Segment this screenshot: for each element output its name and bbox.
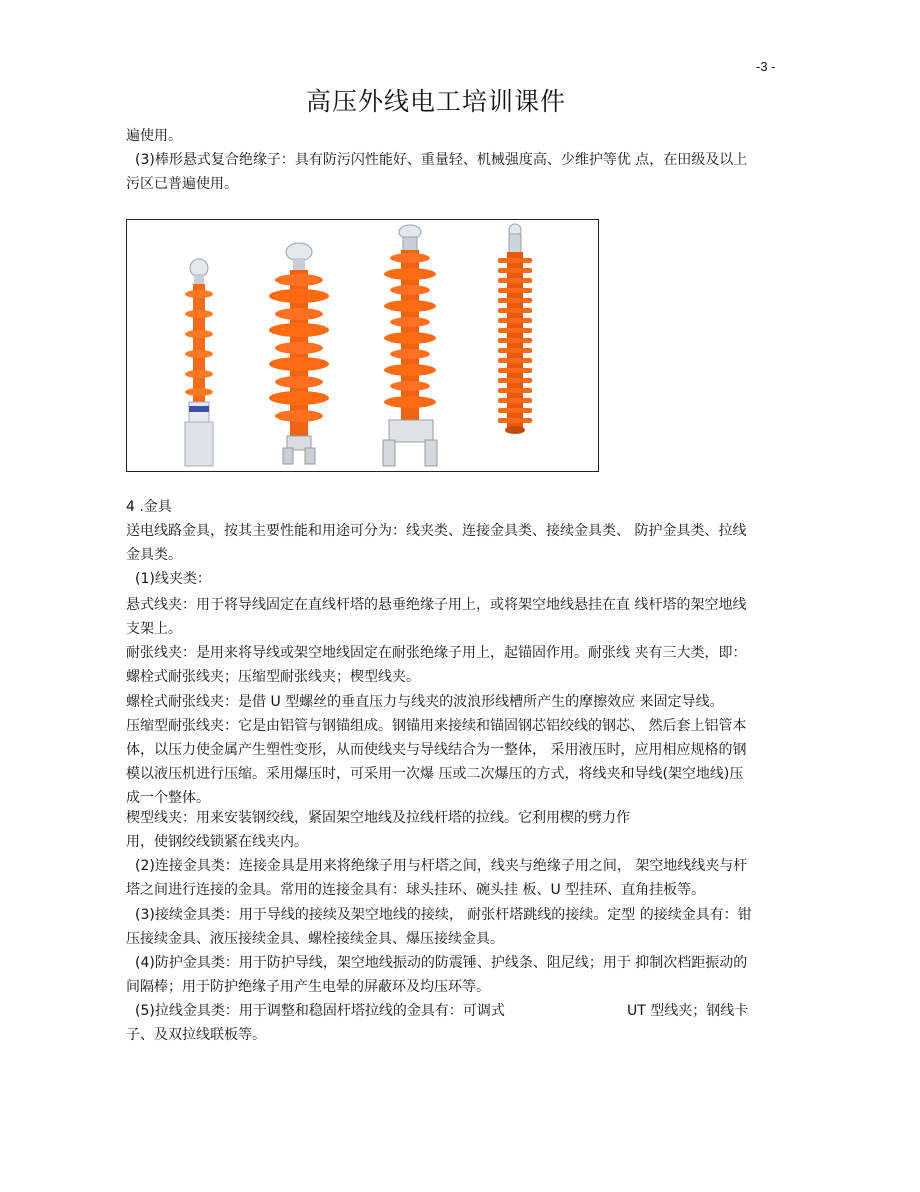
paragraph-line: 支架上。 <box>126 621 182 637</box>
paragraph-line: 模以液压机进行压缩。采用爆压时，可采用一次爆 压或二次爆压的方式，将线夹和导线(架空地线)压 <box>126 766 744 782</box>
paragraph-line: 螺栓式耐张线夹；压缩型耐张线夹；楔型线夹。 <box>126 669 420 685</box>
insulator-4 <box>498 224 532 434</box>
paragraph-line: 成一个整体。 <box>126 790 210 806</box>
paragraph-line: (4)防护金具类：用于防护导线，架空地线振动的防震锤、护线条、阻尼线；用于 抑制次档距振动的 <box>135 955 748 971</box>
paragraph-line: 楔型线夹：用来安装钢绞线，紧固架空地线及拉线杆塔的拉线。它利用楔的劈力作 <box>126 810 630 826</box>
paragraph-line: (3)接续金具类：用于导线的接续及架空地线的接续， 耐张杆塔跳线的接续。定型 的接续金具有：钳 <box>135 907 752 923</box>
section-heading: 4 .金具 <box>126 499 172 515</box>
page-number: -3 - <box>756 59 776 74</box>
insulator-1 <box>185 259 213 466</box>
paragraph-line: 压缩型耐张线夹：它是由铝管与钢锚组成。钢锚用来接续和锚固钢芯铝绞线的钢芯、 然后套上铝管本 <box>126 718 747 734</box>
paragraph-line: (5)拉线金具类：用于调整和稳固杆塔拉线的金具有：可调式 <box>135 1003 505 1019</box>
insulator-2 <box>269 243 329 464</box>
paragraph-line: 间隔棒；用于防护绝缘子用产生电晕的屏蔽环及均压环等。 <box>126 979 490 995</box>
paragraph-line: (1)线夹类： <box>135 571 211 587</box>
paragraph-line: 塔之间进行连接的金具。常用的连接金具有：球头挂环、碗头挂 板、U 型挂环、直角挂板等。 <box>126 882 706 898</box>
paragraph-line: 用，使钢绞线锁紧在线夹内。 <box>126 834 308 850</box>
insulator-illustration <box>127 220 597 470</box>
paragraph-line: 送电线路金具，按其主要性能和用途可分为：线夹类、连接金具类、接续金具类、 防护金具类、拉线 <box>126 523 747 539</box>
paragraph-line: 金具类。 <box>126 547 182 563</box>
page-title: 高压外线电工培训课件 <box>306 87 567 116</box>
paragraph-line: 耐张线夹：是用来将导线或架空地线固定在耐张绝缘子用上，起锚固作用。耐张线 夹有三大类，即： <box>126 645 747 661</box>
insulator-figure <box>126 219 599 472</box>
paragraph-line: 遍使用。 <box>126 128 182 144</box>
paragraph-line: 污区已普遍使用。 <box>126 176 238 192</box>
paragraph-line: (2)连接金具类：连接金具是用来将绝缘子用与杆塔之间，线夹与绝缘子用之间， 架空地线线夹与杆 <box>135 858 748 874</box>
paragraph-line: 子、及双拉线联板等。 <box>126 1027 266 1043</box>
paragraph-line: 压接续金具、液压接续金具、螺栓接续金具、爆压接续金具。 <box>126 931 504 947</box>
paragraph-line: 悬式线夹：用于将导线固定在直线杆塔的悬垂绝缘子用上，或将架空地线悬挂在直 线杆塔的架空地线 <box>126 597 747 613</box>
paragraph-line: UT 型线夹；钢线卡 <box>627 1003 749 1019</box>
paragraph-line: 体，以压力使金属产生塑性变形，从而使线夹与导线结合为一整体， 采用液压时，应用相应规格的钢 <box>126 742 747 758</box>
paragraph-line: (3)棒形悬式复合绝缘子：具有防污闪性能好、重量轻、机械强度高、少维护等优 点，在田级及以上 <box>135 152 748 168</box>
insulator-3 <box>383 225 437 466</box>
paragraph-line: 螺栓式耐张线夹：是借 U 型螺丝的垂直压力与线夹的波浪形线槽所产生的摩擦效应 来固定导线。 <box>126 694 724 710</box>
